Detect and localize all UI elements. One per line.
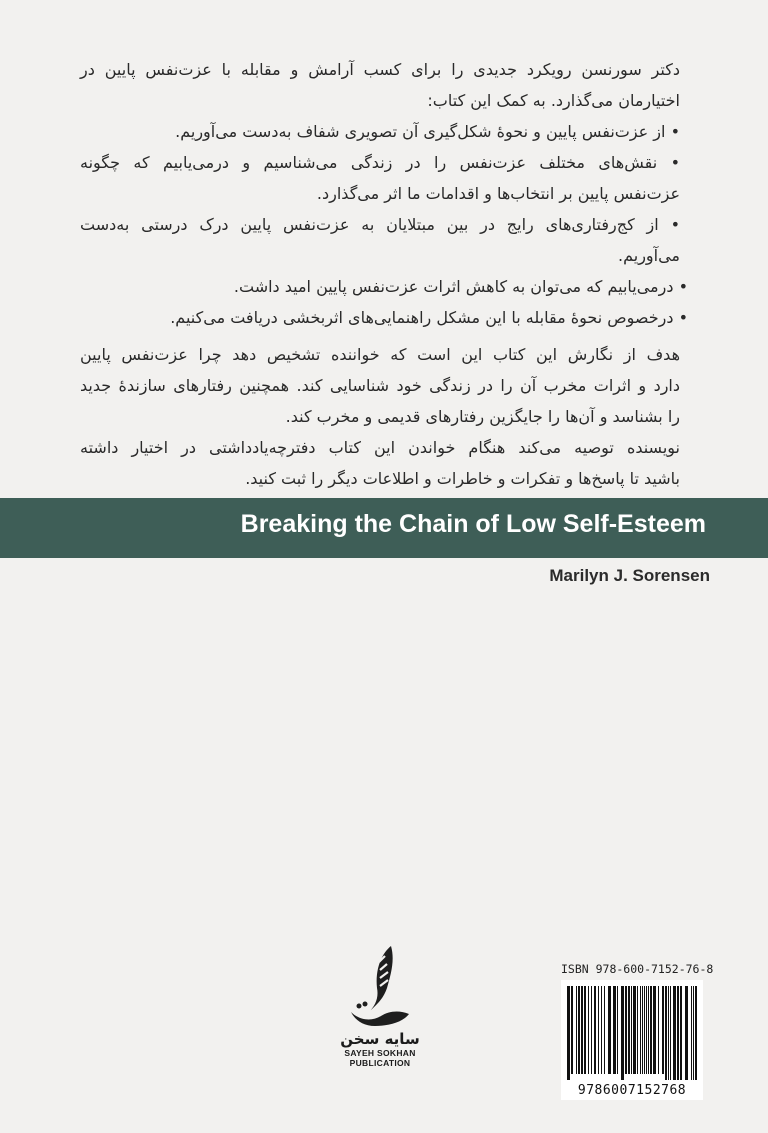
- barcode-bar: [631, 986, 632, 1074]
- barcode-bar: [613, 986, 616, 1074]
- barcode-bar: [591, 986, 592, 1074]
- barcode-bar: [691, 986, 692, 1080]
- barcode-bar: [680, 986, 682, 1080]
- barcode-bar: [571, 986, 573, 1074]
- author-name: Marilyn J. Sorensen: [549, 566, 710, 585]
- barcode-bar: [588, 986, 589, 1074]
- bullet-item-continued: می‌آوریم.: [618, 246, 680, 265]
- barcode-bar: [695, 986, 697, 1080]
- publisher-logo: [310, 940, 450, 1090]
- purpose-line: هدف از نگارش این کتاب این است که خواننده تشخیص دهد چرا عزت‌نفس پایین: [80, 345, 680, 364]
- barcode-bar: [567, 986, 570, 1080]
- barcode-bar: [617, 986, 618, 1074]
- barcode-bar: [621, 986, 624, 1080]
- purpose-line: را بشناسد و آن‌ها را جایگزین رفتارهای قدیمی و مخرب کند.: [285, 407, 680, 426]
- barcode-bar: [673, 986, 676, 1080]
- purpose-line: دارد و اثرات مخرب آن را در زندگی خود شناسایی کند. همچنین رفتارهای سازندهٔ جدید: [80, 376, 680, 395]
- barcode-bar: [662, 986, 664, 1074]
- bullet-item: • از کج‌رفتاری‌های رایج در بین مبتلایان به عزت‌نفس پایین درک درستی به‌دست: [80, 215, 680, 234]
- intro-line: اختیارمان می‌گذارد. به کمک این کتاب:: [427, 91, 680, 110]
- barcode-bar: [581, 986, 583, 1074]
- barcode-bar: [650, 986, 652, 1074]
- barcode-number: 9786007152768: [561, 1083, 703, 1098]
- bullet-item-continued: عزت‌نفس پایین بر انتخاب‌ها و اقدامات ما اثر می‌گذارد.: [316, 184, 680, 203]
- publisher-name-fa: سایه سخن: [340, 1030, 420, 1048]
- barcode-bar: [604, 986, 605, 1074]
- bullet-item: • درمی‌یابیم که می‌توان به کاهش اثرات عزت‌نفس پایین امید داشت.: [233, 277, 688, 296]
- barcode: [561, 980, 703, 1100]
- barcode-bar: [633, 986, 636, 1074]
- intro-line: دکتر سورنسن رویکرد جدیدی را برای کسب آرامش و مقابله با عزت‌نفس پایین در: [80, 60, 680, 79]
- barcode-bar: [644, 986, 645, 1074]
- barcode-bar: [670, 986, 671, 1080]
- barcode-bar: [646, 986, 647, 1074]
- recommendation-line: نویسنده توصیه می‌کند هنگام خواندن این کتاب دفترچه‌یادداشتی در اختیار داشته: [80, 438, 680, 457]
- barcode-bar: [693, 986, 694, 1080]
- barcode-bars: [561, 980, 703, 1080]
- barcode-area: [561, 962, 714, 1100]
- barcode-bar: [640, 986, 641, 1074]
- recommendation-line: باشید تا پاسخ‌ها و تفکرات و خاطرات و اطلاعات دیگر را ثبت کنید.: [245, 469, 680, 488]
- bullet-item: • درخصوص نحوهٔ مقابله با این مشکل راهنمایی‌های اثربخشی دریافت می‌کنیم.: [170, 308, 688, 327]
- barcode-bar: [685, 986, 688, 1080]
- barcode-bar: [584, 986, 586, 1074]
- barcode-bar: [648, 986, 649, 1074]
- bullet-item: • نقش‌های مختلف عزت‌نفس را در زندگی می‌شناسیم و درمی‌یابیم که چگونه: [80, 153, 680, 172]
- feather-logo-icon: [345, 940, 415, 1030]
- barcode-bar: [598, 986, 599, 1074]
- barcode-bar: [658, 986, 659, 1074]
- barcode-bar: [578, 986, 580, 1074]
- barcode-bar: [594, 986, 596, 1074]
- book-title: Breaking the Chain of Low Self-Esteem: [240, 510, 706, 538]
- bullet-item: • از عزت‌نفس پایین و نحوهٔ شکل‌گیری آن تصویری شفاف به‌دست می‌آوریم.: [175, 122, 680, 141]
- isbn-text: ISBN 978-600-7152-76-8: [561, 962, 714, 976]
- barcode-bar: [625, 986, 627, 1074]
- publisher-name-en-2: PUBLICATION: [349, 1058, 411, 1068]
- publisher-name-en-1: SAYEH SOKHAN: [344, 1048, 416, 1058]
- title-band: [0, 498, 768, 558]
- barcode-bar: [653, 986, 656, 1074]
- barcode-bar: [628, 986, 630, 1074]
- barcode-bar: [668, 986, 669, 1080]
- barcode-bar: [665, 986, 667, 1080]
- barcode-bar: [608, 986, 611, 1074]
- barcode-bar: [642, 986, 643, 1074]
- barcode-bar: [637, 986, 638, 1074]
- barcode-bar: [677, 986, 679, 1080]
- barcode-bar: [601, 986, 602, 1074]
- barcode-bar: [576, 986, 577, 1074]
